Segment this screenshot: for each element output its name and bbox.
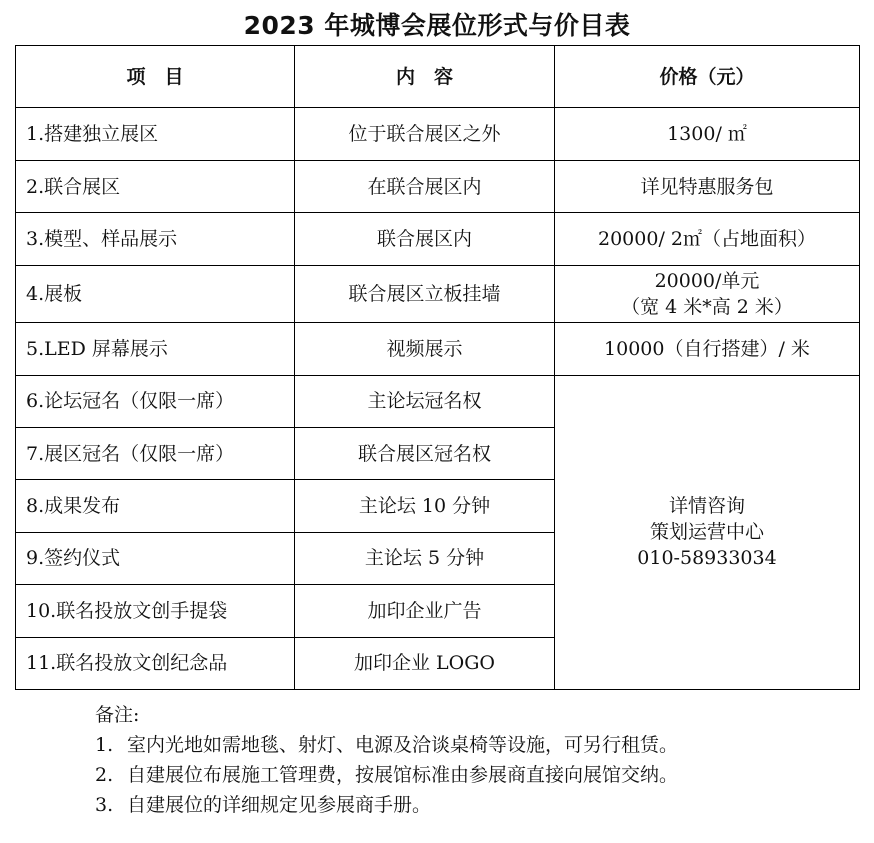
- note-number: 2.: [95, 764, 114, 786]
- table-row: [16, 323, 860, 375]
- table-row: [16, 160, 860, 212]
- note-text: 自建展位布展施工管理费，按展馆标准由参展商直接向展馆交纳。: [127, 764, 679, 786]
- content-cell: 视频展示: [295, 323, 555, 375]
- table-row: [16, 108, 860, 160]
- notes-section: [95, 700, 855, 820]
- content-cell: 主论坛 10 分钟: [295, 480, 555, 532]
- item-cell: 6.论坛冠名（仅限一席）: [16, 375, 295, 427]
- note-item: [95, 760, 855, 790]
- item-cell: 3.模型、样品展示: [16, 213, 295, 265]
- notes-label: 备注:: [95, 704, 140, 726]
- page-title: 2023 年城博会展位形式与价目表: [243, 11, 631, 40]
- note-item: [95, 790, 855, 820]
- item-cell: 8.成果发布: [16, 480, 295, 532]
- content-cell: 位于联合展区之外: [295, 108, 555, 160]
- header-item: 项 目: [16, 46, 295, 108]
- price-table: [15, 45, 860, 690]
- table-row: [16, 213, 860, 265]
- item-cell: 9.签约仪式: [16, 532, 295, 584]
- content-cell: 加印企业 LOGO: [295, 637, 555, 689]
- item-cell: 4.展板: [16, 265, 295, 322]
- price-cell: 10000（自行搭建）/ 米: [555, 323, 860, 375]
- content-cell: 联合展区立板挂墙: [295, 265, 555, 322]
- header-price: 价格（元）: [555, 46, 860, 108]
- item-cell: 5.LED 屏幕展示: [16, 323, 295, 375]
- item-cell: 10.联名投放文创手提袋: [16, 585, 295, 637]
- note-text: 室内光地如需地毯、射灯、电源及洽谈桌椅等设施，可另行租赁。: [127, 734, 679, 756]
- content-cell: 主论坛冠名权: [295, 375, 555, 427]
- table-row: [16, 265, 860, 322]
- content-cell: 主论坛 5 分钟: [295, 532, 555, 584]
- price-cell: 详见特惠服务包: [555, 160, 860, 212]
- price-cell: 20000/ 2㎡（占地面积）: [555, 213, 860, 265]
- table-row: [16, 375, 860, 427]
- price-cell: 1300/ ㎡: [555, 108, 860, 160]
- item-cell: 11.联名投放文创纪念品: [16, 637, 295, 689]
- note-text: 自建展位的详细规定见参展商手册。: [127, 794, 432, 816]
- merged-price-cell: 详情咨询 策划运营中心 010-58933034: [555, 375, 860, 689]
- price-cell: 20000/单元 （宽 4 米*高 2 米）: [555, 265, 860, 322]
- item-cell: 1.搭建独立展区: [16, 108, 295, 160]
- note-number: 1.: [95, 734, 114, 756]
- content-cell: 在联合展区内: [295, 160, 555, 212]
- note-item: [95, 730, 855, 760]
- note-number: 3.: [95, 794, 114, 816]
- content-cell: 联合展区内: [295, 213, 555, 265]
- table-header-row: [16, 46, 860, 108]
- header-content: 内 容: [295, 46, 555, 108]
- item-cell: 2.联合展区: [16, 160, 295, 212]
- content-cell: 联合展区冠名权: [295, 427, 555, 479]
- item-cell: 7.展区冠名（仅限一席）: [16, 427, 295, 479]
- content-cell: 加印企业广告: [295, 585, 555, 637]
